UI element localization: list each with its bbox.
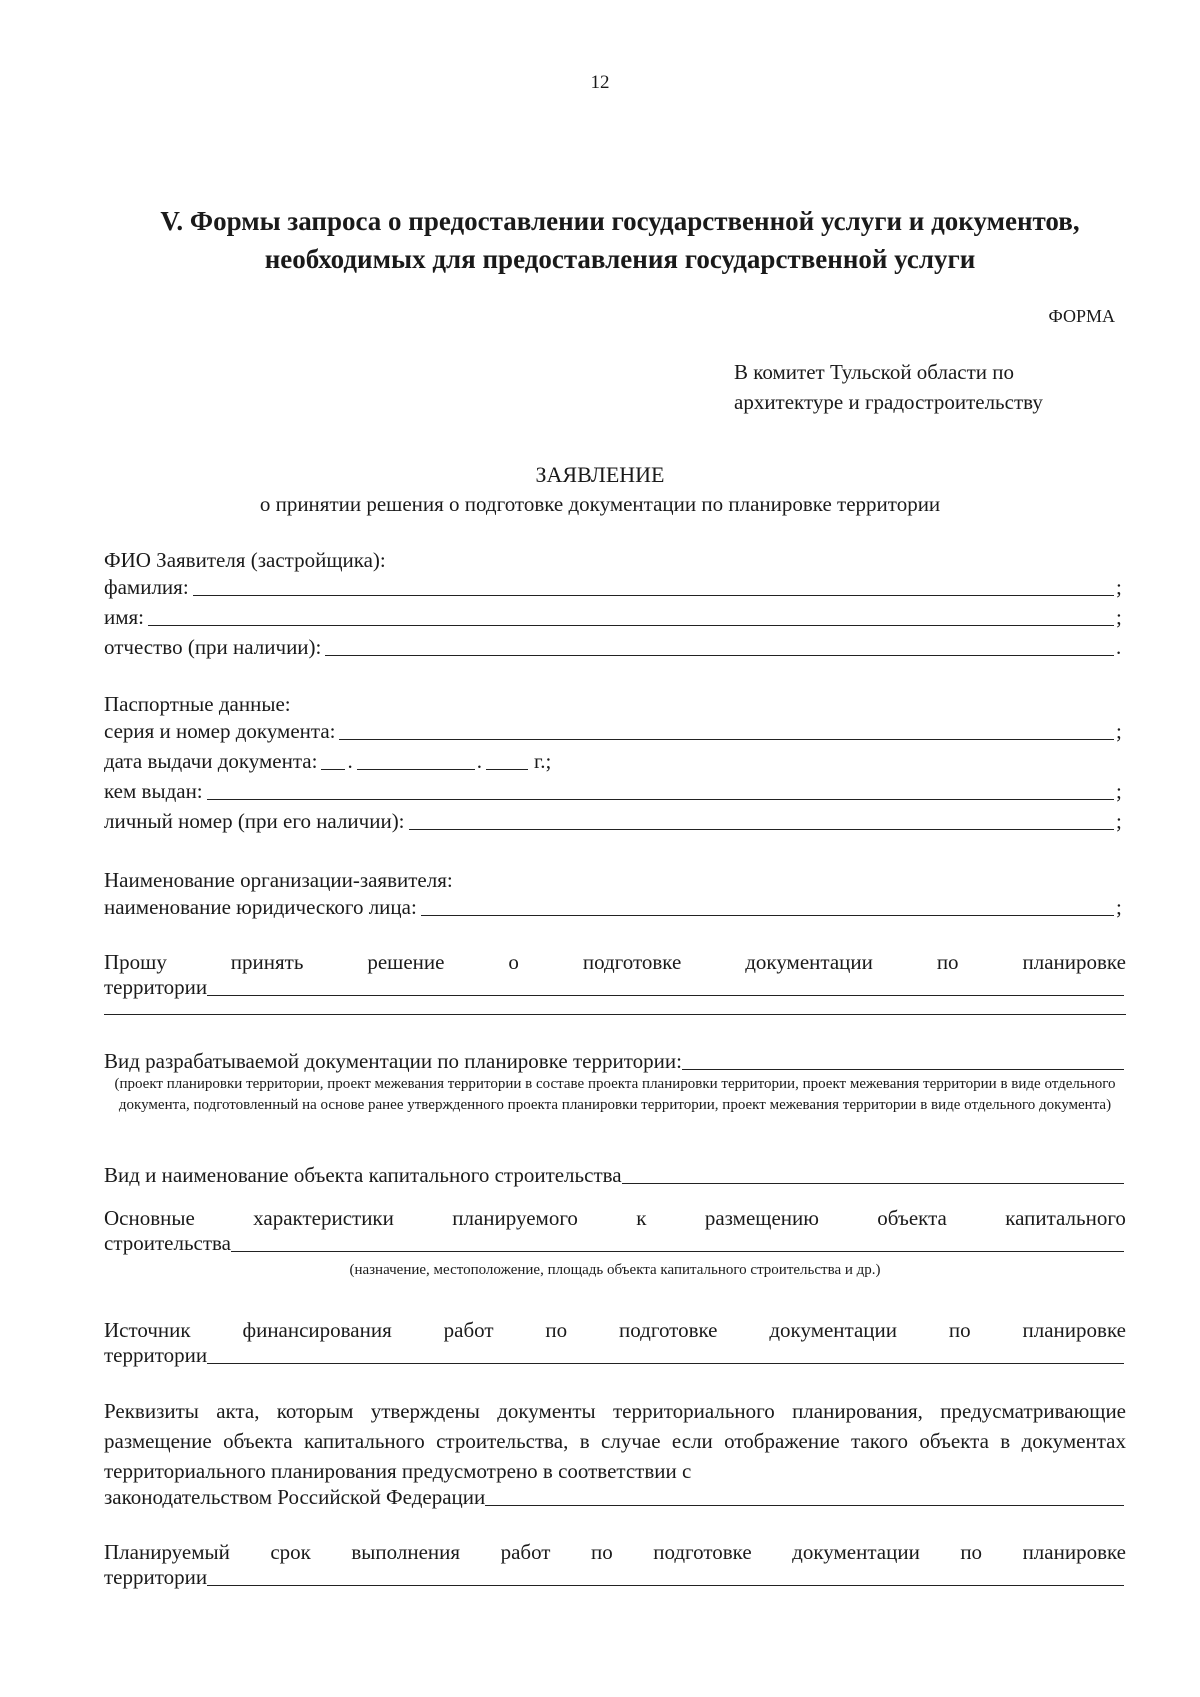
legal-name-row	[104, 892, 1126, 920]
organization-heading: Наименование организации-заявителя:	[104, 868, 453, 892]
semicolon: ;	[1116, 575, 1122, 599]
applicant-heading: ФИО Заявителя (застройщика):	[104, 548, 386, 572]
issue-date-row	[104, 746, 551, 774]
characteristics-word: Основные	[104, 1206, 195, 1230]
funding-word: планировке	[1022, 1318, 1126, 1342]
term-word: выполнения	[351, 1540, 461, 1564]
doc-kind-note: (проект планировки территории, проект межевания территории в составе проекта планировки территории, проект межевания территории в виде отдельного документа, подготовленный на основе ранее утвержденного проекта планировки территории, проект межевания территории в виде отдельного документа)	[114, 1076, 1116, 1113]
semicolon: ;	[1116, 809, 1122, 833]
legal-name-field[interactable]	[421, 895, 1114, 916]
period: .	[1116, 635, 1122, 659]
date-separator: .	[347, 749, 353, 773]
semicolon: ;	[1116, 719, 1122, 743]
funding-word: Источник	[104, 1318, 191, 1342]
surname-row	[104, 572, 1126, 600]
request-word: по	[936, 950, 959, 974]
funding-word: документации	[769, 1318, 898, 1342]
semicolon: ;	[1116, 605, 1122, 629]
issue-year-field[interactable]	[486, 749, 528, 770]
addressee	[734, 357, 1043, 417]
characteristics-label: строительства	[104, 1231, 232, 1255]
characteristics-word: планируемого	[452, 1206, 578, 1230]
characteristics-word: размещению	[704, 1206, 819, 1230]
term-word: срок	[270, 1540, 311, 1564]
document-title: ЗАЯВЛЕНИЕ	[535, 462, 665, 487]
characteristics-note: (назначение, местоположение, площадь объекта капитального строительства и др.)	[349, 1262, 881, 1278]
request-territory-label: территории	[104, 975, 208, 999]
doc-kind-row	[104, 1046, 1126, 1074]
issued-by-row	[104, 776, 1126, 804]
object-kind-label: Вид и наименование объекта капитального строительства	[104, 1163, 622, 1187]
passport-series-row	[104, 716, 1126, 744]
funding-word: по	[545, 1318, 568, 1342]
term-word: по	[960, 1540, 983, 1564]
requisites-text: Реквизиты акта, которым утверждены документы территориального планирования, предусматривающие размещение объекта капитального строительства, в случае если отображение такого объекта в документах территориального планирования предусмотрено в соответствии с	[104, 1399, 1126, 1483]
document-subtitle: о принятии решения о подготовке документации по планировке территории	[259, 492, 941, 516]
request-territory-field[interactable]	[207, 975, 1124, 996]
issue-day-field[interactable]	[321, 749, 345, 770]
term-label: территории	[104, 1565, 208, 1589]
request-word: планировке	[1022, 950, 1126, 974]
personal-number-row	[104, 806, 1126, 834]
term-word: подготовке	[653, 1540, 752, 1564]
funding-word: по	[948, 1318, 971, 1342]
addressee-line2: архитектуре и градостроительству	[734, 390, 1043, 414]
characteristics-row	[104, 1228, 1126, 1256]
term-row	[104, 1562, 1126, 1590]
request-extra-field[interactable]	[104, 1014, 1126, 1015]
legal-name-label: наименование юридического лица:	[104, 895, 417, 919]
funding-word: работ	[443, 1318, 494, 1342]
issued-by-field[interactable]	[207, 779, 1114, 800]
request-territory-row	[104, 972, 1126, 1000]
funding-word: подготовке	[619, 1318, 718, 1342]
term-word: работ	[500, 1540, 551, 1564]
object-kind-field[interactable]	[622, 1163, 1124, 1184]
semicolon: ;	[1116, 895, 1122, 919]
request-word: подготовке	[582, 950, 682, 974]
patronymic-row	[104, 632, 1126, 660]
name-row	[104, 602, 1126, 630]
object-kind-row	[104, 1160, 1126, 1188]
doc-kind-label: Вид разрабатываемой документации по планировке территории:	[104, 1049, 682, 1073]
funding-word: финансирования	[242, 1318, 392, 1342]
requisites-row	[104, 1482, 1126, 1510]
term-word: Планируемый	[104, 1540, 230, 1564]
surname-label: фамилия:	[104, 575, 189, 599]
personal-number-field[interactable]	[409, 809, 1114, 830]
request-word: принять	[230, 950, 304, 974]
passport-series-label: серия и номер документа:	[104, 719, 336, 743]
addressee-line1: В комитет Тульской области по	[734, 360, 1014, 384]
passport-heading: Паспортные данные:	[104, 692, 291, 716]
funding-field[interactable]	[207, 1343, 1124, 1364]
funding-row	[104, 1340, 1126, 1368]
passport-series-field[interactable]	[339, 719, 1114, 740]
patronymic-field[interactable]	[325, 635, 1114, 656]
issue-date-label: дата выдачи документа:	[104, 749, 318, 773]
characteristics-word: к	[636, 1206, 647, 1230]
term-word: по	[590, 1540, 613, 1564]
semicolon: ;	[1116, 779, 1122, 803]
term-word: документации	[792, 1540, 920, 1564]
section-title	[100, 202, 1140, 278]
request-word: о	[508, 950, 519, 974]
date-separator: .	[476, 749, 482, 773]
term-field[interactable]	[207, 1565, 1124, 1586]
surname-field[interactable]	[193, 575, 1114, 596]
characteristics-field[interactable]	[231, 1231, 1124, 1252]
form-label: ФОРМА	[1048, 306, 1115, 326]
issue-date-suffix: г.;	[533, 749, 552, 773]
request-word: документации	[745, 950, 873, 974]
term-word: планировке	[1022, 1540, 1126, 1564]
characteristics-word: капитального	[1005, 1206, 1126, 1230]
name-label: имя:	[104, 605, 145, 629]
doc-kind-field[interactable]	[682, 1049, 1124, 1070]
section-title-line1: V. Формы запроса о предоставлении государственной услуги и документов,	[160, 206, 1080, 236]
funding-label: территории	[104, 1343, 208, 1367]
characteristics-word: характеристики	[253, 1206, 394, 1230]
requisites-label: законодательством Российской Федерации	[104, 1485, 486, 1509]
characteristics-word: объекта	[877, 1206, 947, 1230]
issue-month-field[interactable]	[357, 749, 475, 770]
section-title-line2: необходимых для предоставления государственной услуги	[264, 244, 976, 274]
name-field[interactable]	[148, 605, 1114, 626]
request-word: решение	[367, 950, 445, 974]
issued-by-label: кем выдан:	[104, 779, 203, 803]
request-word: Прошу	[104, 950, 167, 974]
patronymic-label: отчество (при наличии):	[104, 635, 322, 659]
requisites-field[interactable]	[485, 1485, 1124, 1506]
personal-number-label: личный номер (при его наличии):	[104, 809, 405, 833]
page-number: 12	[590, 72, 610, 93]
